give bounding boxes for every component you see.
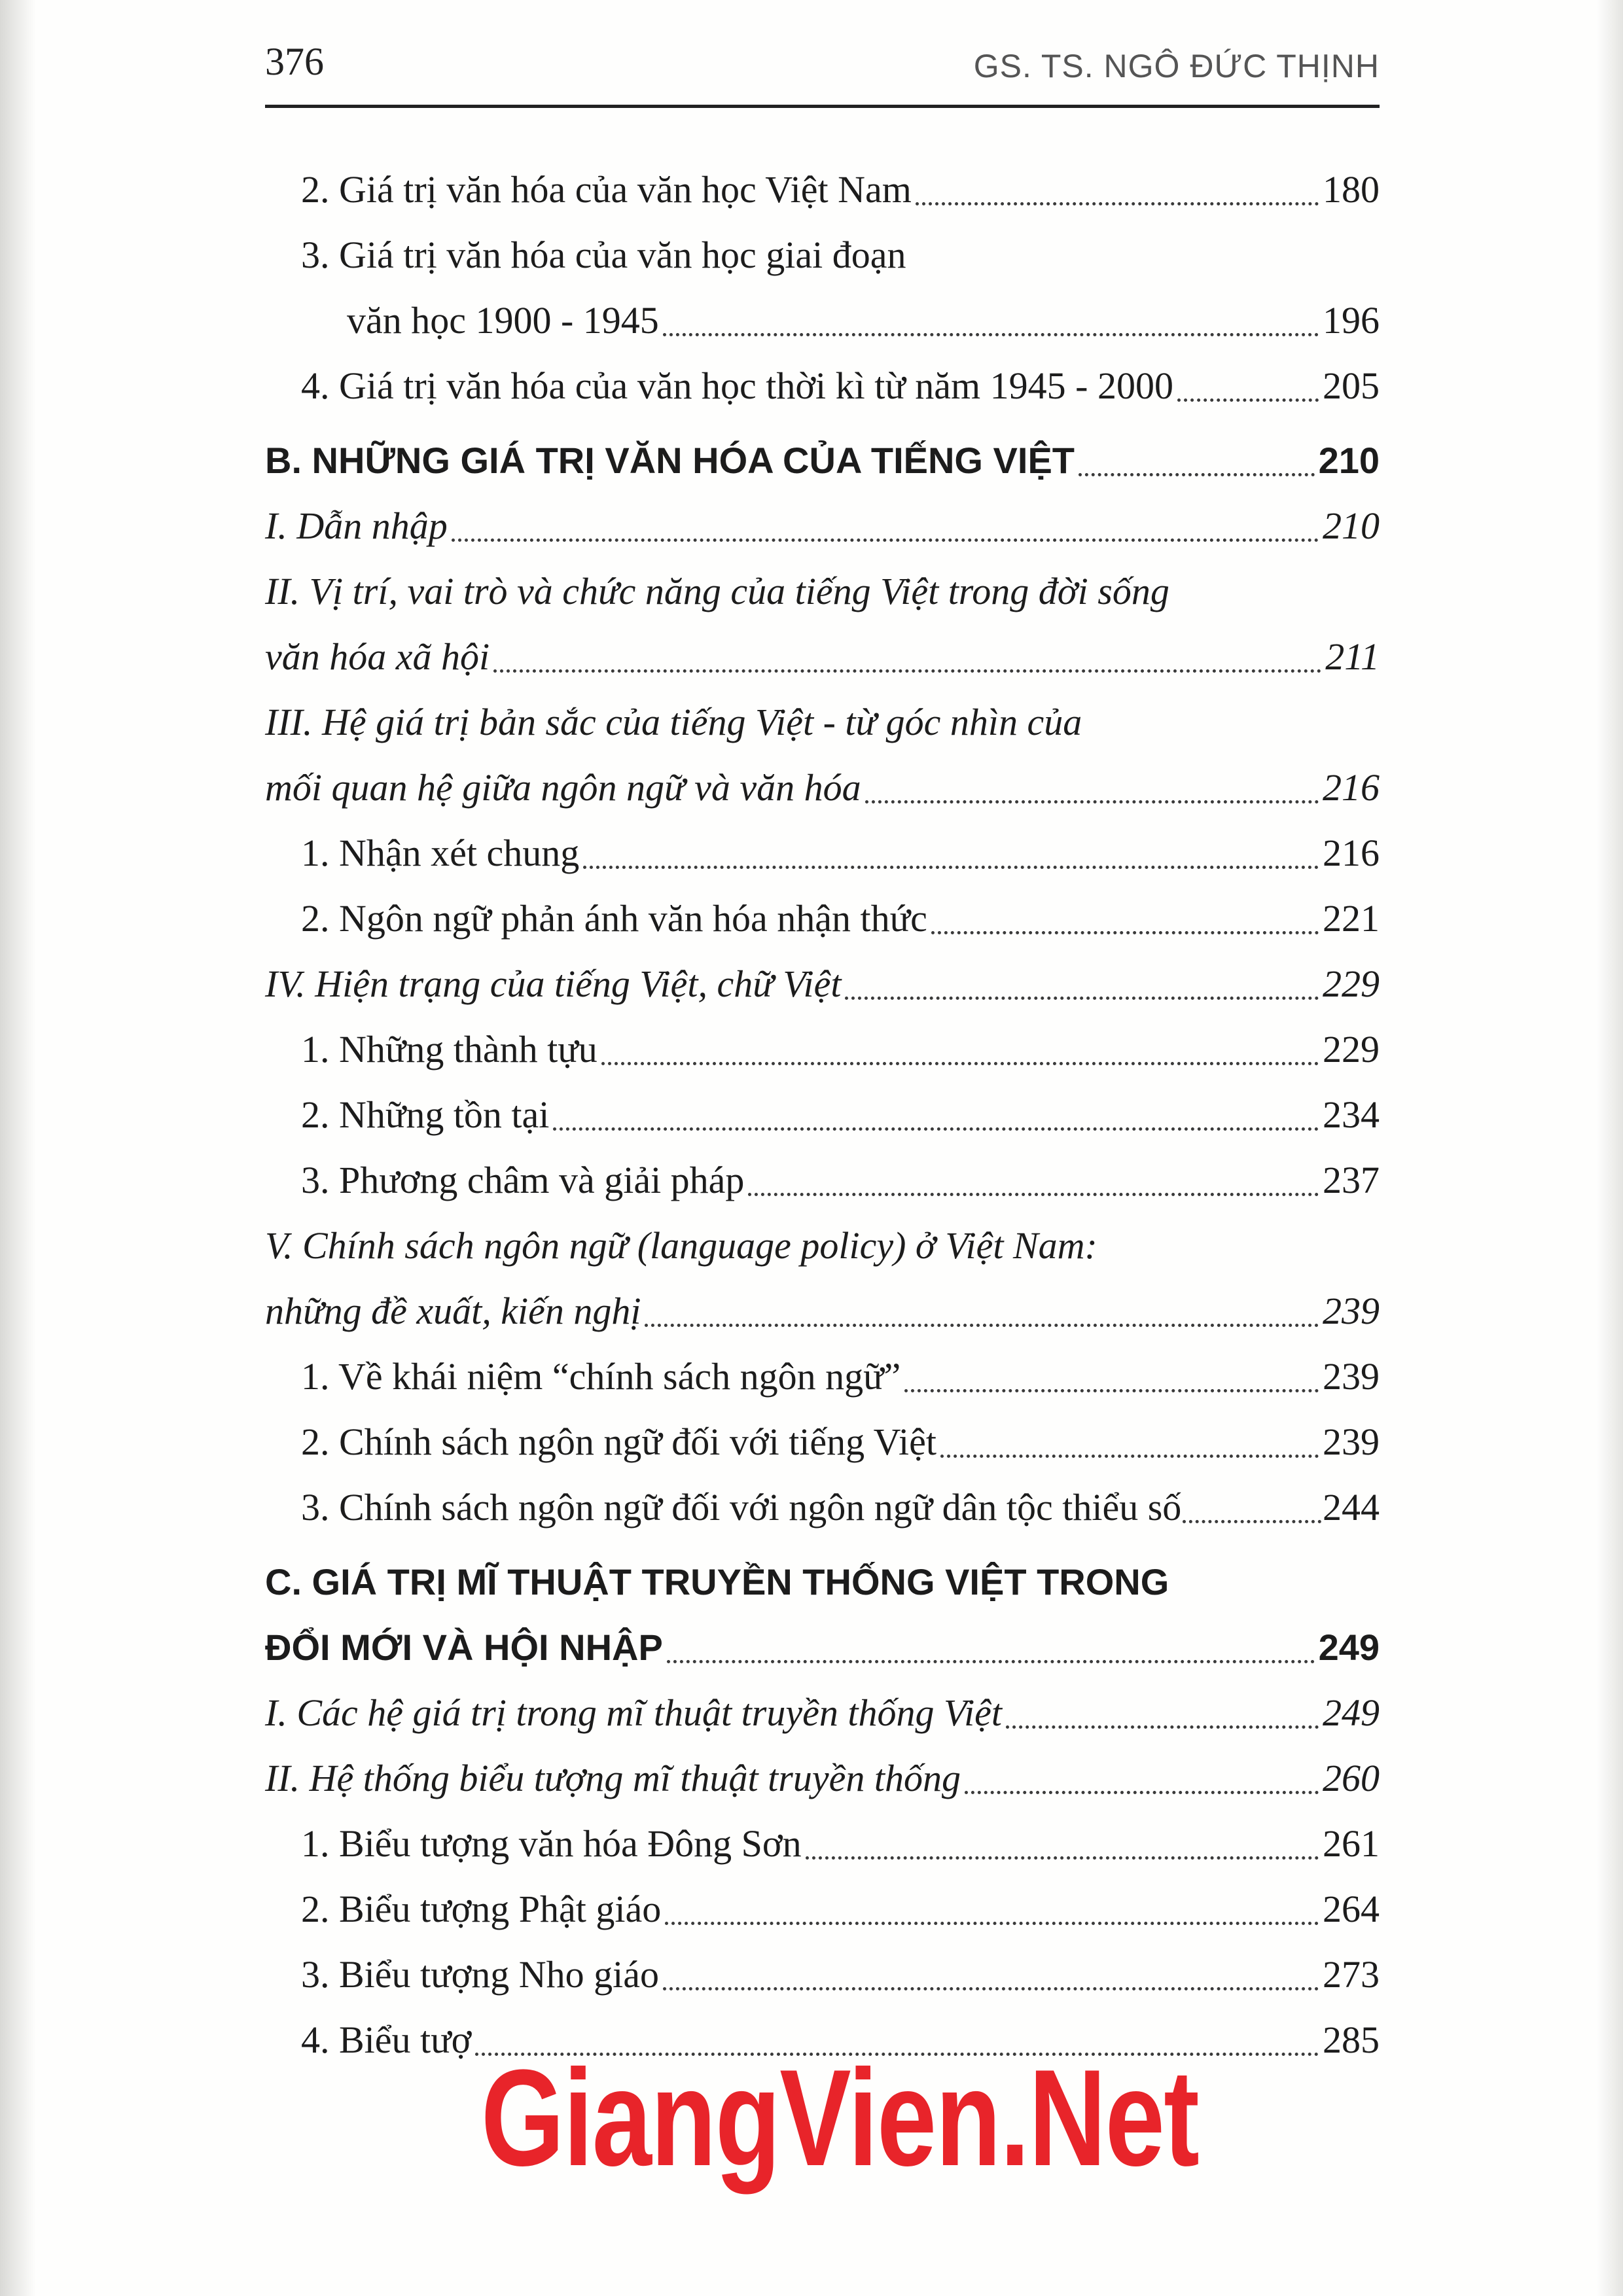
dot-leader — [493, 669, 1321, 673]
dot-leader — [1079, 473, 1315, 476]
toc-entry — [265, 1475, 1380, 1540]
toc-page-number: 180 — [1323, 168, 1380, 211]
toc-entry-title: 2. Những tồn tại — [301, 1093, 550, 1136]
toc-entry — [265, 1409, 1380, 1475]
dot-leader — [663, 1987, 1319, 1990]
dot-leader — [1183, 1520, 1321, 1523]
toc-page-number: 244 — [1323, 1486, 1380, 1528]
dot-leader — [583, 866, 1319, 869]
toc-entry-title: 2. Biểu tượng Phật giáo — [301, 1888, 662, 1930]
toc-entry-title-line: V. Chính sách ngôn ngữ (language policy) ở Việt Nam: — [265, 1224, 1097, 1267]
toc-entry-title: 1. Những thành tựu — [301, 1028, 597, 1070]
toc-entry — [265, 493, 1380, 559]
toc-entry-title-line: 3. Giá trị văn hóa của văn học giai đoạn — [301, 234, 906, 276]
dot-leader — [553, 1127, 1319, 1131]
toc-entry-title: 2. Ngôn ngữ phản ánh văn hóa nhận thức — [301, 897, 927, 940]
toc-page-number: 216 — [1323, 766, 1380, 809]
toc-entry-title: 2. Giá trị văn hóa của văn học Việt Nam — [301, 168, 912, 211]
toc-page-number: 273 — [1323, 1953, 1380, 1996]
toc-entry — [265, 1942, 1380, 2007]
dot-leader — [1006, 1725, 1319, 1729]
toc-page-number: 229 — [1323, 1028, 1380, 1070]
toc-page-number: 210 — [1318, 440, 1380, 481]
toc-entry — [265, 1017, 1380, 1082]
toc-entry — [265, 1811, 1380, 1877]
dot-leader — [965, 1791, 1319, 1794]
toc-entry — [265, 1344, 1380, 1409]
toc-entry-title: 3. Chính sách ngôn ngữ đối với ngôn ngữ dân tộc thiểu số — [301, 1486, 1182, 1528]
toc-entry-title: mối quan hệ giữa ngôn ngữ và văn hóa — [265, 766, 861, 809]
toc-entry-title: B. NHỮNG GIÁ TRỊ VĂN HÓA CỦA TIẾNG VIỆT — [265, 440, 1075, 481]
toc-page-number: 261 — [1323, 1822, 1380, 1865]
toc-entry — [265, 755, 1380, 821]
toc-page-number: 239 — [1323, 1421, 1380, 1463]
spine-shadow — [0, 0, 36, 2296]
dot-leader — [645, 1324, 1319, 1327]
page-header — [265, 33, 1380, 108]
running-head: GS. TS. NGÔ ĐỨC THỊNH — [973, 48, 1380, 84]
toc-page-number: 285 — [1323, 2019, 1380, 2061]
toc-page-number: 249 — [1318, 1627, 1380, 1668]
toc-page-number: 229 — [1323, 963, 1380, 1005]
toc-entry-title: 1. Về khái niệm “chính sách ngôn ngữ” — [301, 1355, 901, 1398]
toc-section-heading — [265, 1615, 1380, 1680]
toc-entry-title: I. Các hệ giá trị trong mĩ thuật truyền thống Việt — [265, 1691, 1003, 1734]
toc-page-number: 211 — [1325, 635, 1380, 678]
toc-entry-title: 3. Biểu tượng Nho giáo — [301, 1953, 660, 1996]
toc-entry-title: 3. Phương châm và giải pháp — [301, 1159, 745, 1201]
toc-page-number: 249 — [1323, 1691, 1380, 1734]
toc-page-number: 260 — [1323, 1757, 1380, 1799]
toc-entry — [265, 353, 1380, 419]
dot-leader — [806, 1856, 1319, 1860]
toc-page-number: 221 — [1323, 897, 1380, 940]
dot-leader — [667, 1660, 1315, 1663]
toc-entry-title: văn học 1900 - 1945 — [347, 299, 659, 342]
toc-entry-title: văn hóa xã hội — [265, 635, 490, 678]
toc-entry — [265, 1680, 1380, 1746]
dot-leader — [663, 333, 1319, 336]
toc-page-number: 234 — [1323, 1093, 1380, 1136]
toc-entry — [265, 157, 1380, 222]
toc-entry — [265, 951, 1380, 1017]
toc-page-number: 237 — [1323, 1159, 1380, 1201]
toc-page-number: 239 — [1323, 1355, 1380, 1398]
toc-entry — [265, 1082, 1380, 1148]
dot-leader — [748, 1193, 1319, 1196]
dot-leader — [845, 997, 1319, 1000]
toc-section-heading — [265, 428, 1380, 493]
dot-leader — [904, 1389, 1319, 1392]
toc-section-heading-line: C. GIÁ TRỊ MĨ THUẬT TRUYỀN THỐNG VIỆT TRONG — [265, 1561, 1169, 1602]
toc-entry-title: 2. Chính sách ngôn ngữ đối với tiếng Việt — [301, 1421, 936, 1463]
dot-leader — [452, 539, 1319, 542]
table-of-contents — [265, 157, 1380, 2073]
toc-entry — [265, 288, 1380, 353]
dot-leader — [916, 202, 1319, 205]
toc-entry-title: những đề xuất, kiến nghị — [265, 1290, 641, 1332]
toc-entry-title: IV. Hiện trạng của tiếng Việt, chữ Việt — [265, 963, 842, 1005]
dot-leader — [601, 1062, 1319, 1065]
toc-entry — [265, 1746, 1380, 1811]
toc-entry — [265, 821, 1380, 886]
toc-entry-title-line: II. Vị trí, vai trò và chức năng của tiếng Việt trong đời sống — [265, 570, 1169, 612]
dot-leader — [865, 800, 1319, 804]
toc-entry-title: I. Dẫn nhập — [265, 504, 448, 547]
toc-entry — [265, 1279, 1380, 1344]
toc-entry-title: 1. Nhận xét chung — [301, 832, 580, 874]
toc-page-number: 210 — [1323, 504, 1380, 547]
dot-leader — [940, 1455, 1319, 1458]
toc-page-number: 216 — [1323, 832, 1380, 874]
watermark: GiangVien.Net — [481, 2041, 1199, 2195]
toc-page-number: 205 — [1323, 364, 1380, 407]
dot-leader — [931, 931, 1319, 934]
toc-entry — [265, 1148, 1380, 1213]
toc-page-number: 264 — [1323, 1888, 1380, 1930]
toc-entry-title: 4. Giá trị văn hóa của văn học thời kì từ năm 1945 - 2000 — [301, 364, 1173, 407]
toc-entry — [265, 886, 1380, 951]
toc-page-number: 239 — [1323, 1290, 1380, 1332]
toc-page-number: 196 — [1323, 299, 1380, 342]
dot-leader — [665, 1922, 1319, 1925]
page-edge-shadow — [1597, 0, 1623, 2296]
toc-entry-title-line: III. Hệ giá trị bản sắc của tiếng Việt - từ góc nhìn của — [265, 701, 1082, 743]
page-number: 376 — [265, 40, 324, 83]
toc-entry-title: 4. Biểu tượ — [301, 2019, 472, 2061]
toc-entry-title: ĐỔI MỚI VÀ HỘI NHẬP — [265, 1627, 663, 1668]
toc-entry-title: II. Hệ thống biểu tượng mĩ thuật truyền thống — [265, 1757, 961, 1799]
toc-entry-title: 1. Biểu tượng văn hóa Đông Sơn — [301, 1822, 802, 1865]
toc-entry — [265, 1877, 1380, 1942]
toc-entry — [265, 624, 1380, 690]
dot-leader — [1177, 398, 1319, 402]
